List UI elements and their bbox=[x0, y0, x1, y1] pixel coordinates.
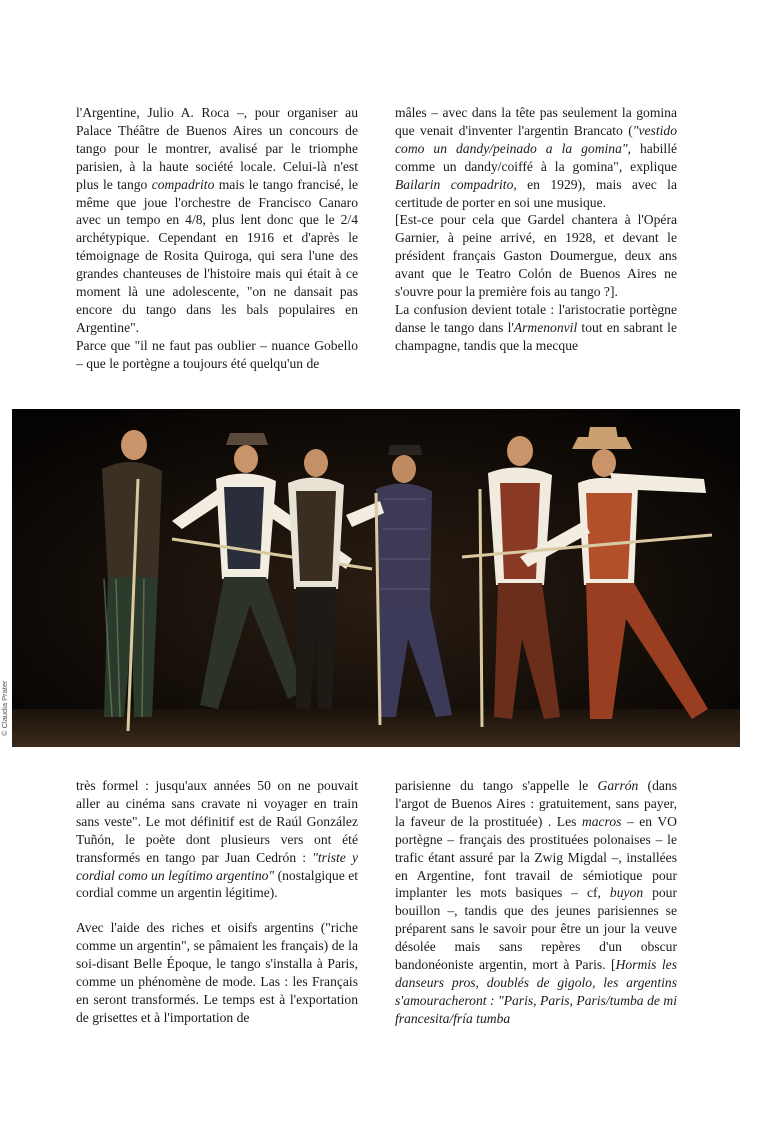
paragraph bbox=[395, 301, 677, 355]
paragraph: [Est-ce pour cela que Gardel chantera à l'Opéra Garnier, à peine arrivé, en 1928, et devant le président français Gaston Doumergue, deux ans avant que le Teatro Colón de Buenos Aires ne s'ouvre pour la première fois au tango ?]. bbox=[395, 212, 677, 300]
italic-run: "triste y cordial como un legítimo argentino" bbox=[76, 849, 359, 883]
text-run: – en VO portègne – français des prostituées polonaises – le trafic étant assuré par la Zwig Migdal –, installées en Argentine, font travail de sémiotique pour implanter les mots basiques – cf, bbox=[395, 813, 677, 901]
dancers-illustration bbox=[12, 409, 740, 747]
paragraph bbox=[395, 777, 677, 1028]
text-run: très formel : jusqu'aux années 50 on ne pouvait aller au cinéma sans cravate ni voyager en train sans veste". Le mot définitif est de Raúl González Tuñón, le poète dont plusieurs vers ont été transformés en tango par Juan Cedrón : bbox=[76, 778, 358, 865]
italic-run: macros bbox=[581, 813, 622, 829]
italic-run: Hormis les danseurs pros, doublés de gigolo, les argentins s'amouracheront : "Paris, Paris, Paris/tumba de mi francesita/fría tumba bbox=[395, 957, 677, 1026]
paragraph bbox=[76, 777, 358, 902]
photo-credit: © Claudia Prater bbox=[0, 680, 9, 736]
paragraph bbox=[395, 104, 677, 211]
text-run: (nostalgique et cordial comme un argentin légitime). bbox=[76, 867, 359, 901]
paragraph bbox=[76, 104, 358, 337]
column-bottom-right bbox=[395, 777, 677, 1028]
text-run: , en 1929), mais avec la certitude de porter en soi une musique. bbox=[395, 176, 677, 210]
italic-run: Garrón bbox=[597, 778, 639, 793]
text-run: La confusion devient totale : l'aristocratie portègne danse le tango dans l' bbox=[395, 301, 677, 335]
italic-run: buyon bbox=[609, 885, 644, 901]
text-run: mais le tango francisé, le même que joue l'orchestre de Francisco Canaro avec un tempo en 4/8, plus lent donc que le 2/4 archétypique. Cependant en 1916 et d'après le témoignage de Rosita Quiroga, qui sera l'une des grandes chanteuses de l'histoire mais qui était à ce moment là une adolescente, "on ne dansait pas encore du tango dans les bals populaires en Argentine". bbox=[76, 176, 359, 335]
text-run: parisienne du tango s'appelle le bbox=[395, 778, 598, 793]
text-run: tout en sabrant le champagne, tandis que la mecque bbox=[395, 319, 677, 353]
italic-run: Bailarin compadrito bbox=[395, 176, 514, 192]
italic-run: "vestido como un dandy/peinado a la gomina" bbox=[395, 122, 677, 156]
italic-run: compadrito bbox=[151, 176, 215, 192]
dancers-photo bbox=[12, 409, 740, 747]
text-run: , habillé comme un dandy/coiffé à la gomina", explique bbox=[395, 140, 677, 174]
italic-run: Armenonvil bbox=[513, 319, 578, 335]
text-run: pour bouillon –, tandis que des jeunes parisiennes se préparent sans le savoir pour être un jour la veuve désolée mais sans repères d'un obscur bandonéoniste argentin, mort à Paris. [ bbox=[395, 885, 677, 973]
text-run: (dans l'argot de Buenos Aires : gratuitement, sans payer, la faveur de la prostituée) . Les bbox=[395, 778, 678, 829]
text-run: l'Argentine, Julio A. Roca –, pour organiser au Palace Théâtre de Buenos Aires un concours de tango pour le montrer, avalisé par le triomphe parisien, à la haute société locale. Celui-là n'est plus le tango bbox=[76, 105, 358, 192]
column-top-left bbox=[76, 104, 358, 373]
column-bottom-left bbox=[76, 777, 358, 1027]
paragraph: Parce que "il ne faut pas oublier – nuance Gobello – que le portègne a toujours été quelqu'un de bbox=[76, 337, 358, 371]
text-run: mâles – avec dans la tête pas seulement la gomina que venait d'inventer l'argentin Brancato ( bbox=[395, 105, 677, 138]
paragraph: Avec l'aide des riches et oisifs argentins ("riche comme un argentin", se pâmaient les français) de la soi-disant Belle Époque, le tango s'installa à Paris, comme un phénomène de mode. Las : les Français en seront transformés. Le temps est à l'exportation de grisettes et à l'importation de bbox=[76, 920, 358, 1025]
column-top-right bbox=[395, 104, 677, 355]
